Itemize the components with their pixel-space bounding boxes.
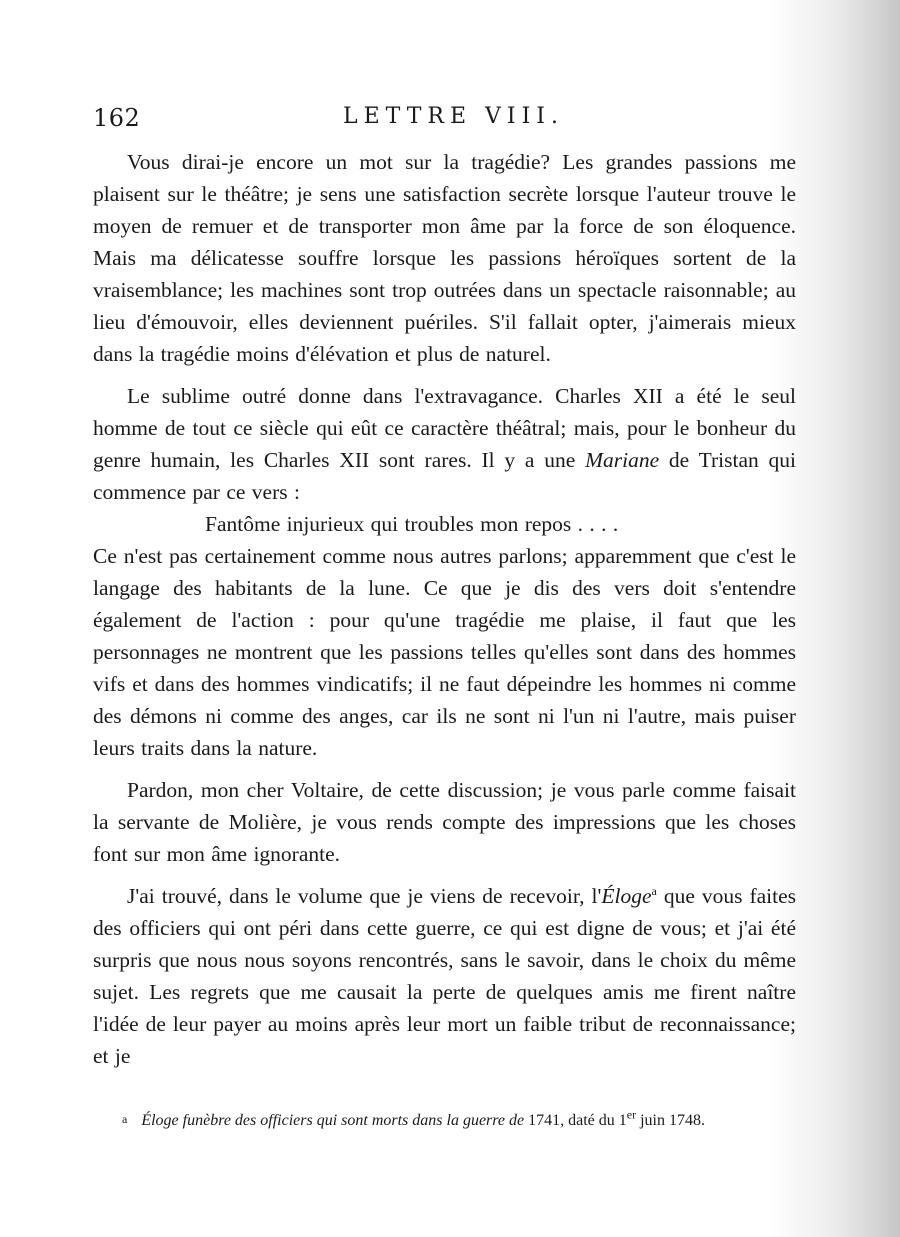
paragraph-5-text-a: J'ai trouvé, dans le volume que je viens de recevoir, l' xyxy=(127,884,602,908)
verse-quote: Fantôme injurieux qui troubles mon repos . . . . xyxy=(205,512,619,536)
mariane-title: Mariane xyxy=(585,448,660,472)
page-header xyxy=(93,104,763,140)
paragraph-1: Vous dirai-je encore un mot sur la tragédie? Les grandes passions me plaisent sur le théâtre; je sens une satisfaction secrète lorsque l'auteur trouve le moyen de remuer et de transporter mon âme par la force de son éloquence. Mais ma délicatesse souffre lorsque les passions héroïques sortent de la vraisemblance; les machines sont trop outrées dans un spectacle raisonnable; au lieu d'émouvoir, elles deviennent puériles. S'il fallait opter, j'aimerais mieux dans la tragédie moins d'élévation et plus de naturel. xyxy=(93,150,796,366)
paragraph-3: Ce n'est pas certainement comme nous autres parlons; apparemment que c'est le langage des habitants de la lune. Ce que je dis des vers doit s'entendre également de l'action : pour qu'une tragédie me plaise, il faut que les personnages ne montrent que les passions telles qu'elles sont dans des hommes vifs et dans des hommes vindicatifs; il ne faut dépeindre les hommes ni comme des démons ni comme des anges, car ils ne sont ni l'un ni l'autre, mais puiser leurs traits dans la nature. xyxy=(93,544,796,760)
paragraph-4: Pardon, mon cher Voltaire, de cette discussion; je vous parle comme faisait la servante de Molière, je vous rends compte des impressions que les choses font sur mon âme ignorante. xyxy=(93,778,796,866)
footnote-date: 1741, daté du 1 xyxy=(524,1112,627,1129)
paragraph-5 xyxy=(93,880,796,1072)
footnote xyxy=(122,1108,802,1132)
paragraph-5-text-b: que vous faites des officiers qui ont péri dans cette guerre, ce qui est digne de vous; et j'ai été surpris que nous nous soyons rencontrés, sans le savoir, dans le choix du même sujet. Les regrets que me causait la perte de quelques amis me firent naître l'idée de leur payer au moins après leur mort un faible tribut de reconnaissance; et je xyxy=(93,884,796,1068)
footnote-superscript: er xyxy=(626,1107,637,1122)
running-title: LETTRE VIII. xyxy=(343,104,564,129)
footnote-reference: a xyxy=(651,883,657,898)
footnote-mark: a xyxy=(122,1112,128,1126)
footnote-end: juin 1748. xyxy=(636,1112,705,1129)
eloge-title: Éloge xyxy=(601,884,652,908)
page-number: 162 xyxy=(93,104,141,132)
paragraph-2-text-b: de Tristan qui commence par ce vers : xyxy=(93,448,796,504)
footnote-italic: Éloge funèbre des officiers qui sont morts dans la guerre de xyxy=(141,1112,525,1129)
paragraph-2-text-a: Le sublime outré donne dans l'extravagance. Charles XII a été le seul homme de tout ce siècle qui eût ce caractère théâtral; mais, pour le bonheur du genre humain, les Charles XII sont rares. Il y a une xyxy=(93,384,796,472)
body-text xyxy=(93,146,796,1072)
paragraph-2 xyxy=(93,380,796,508)
